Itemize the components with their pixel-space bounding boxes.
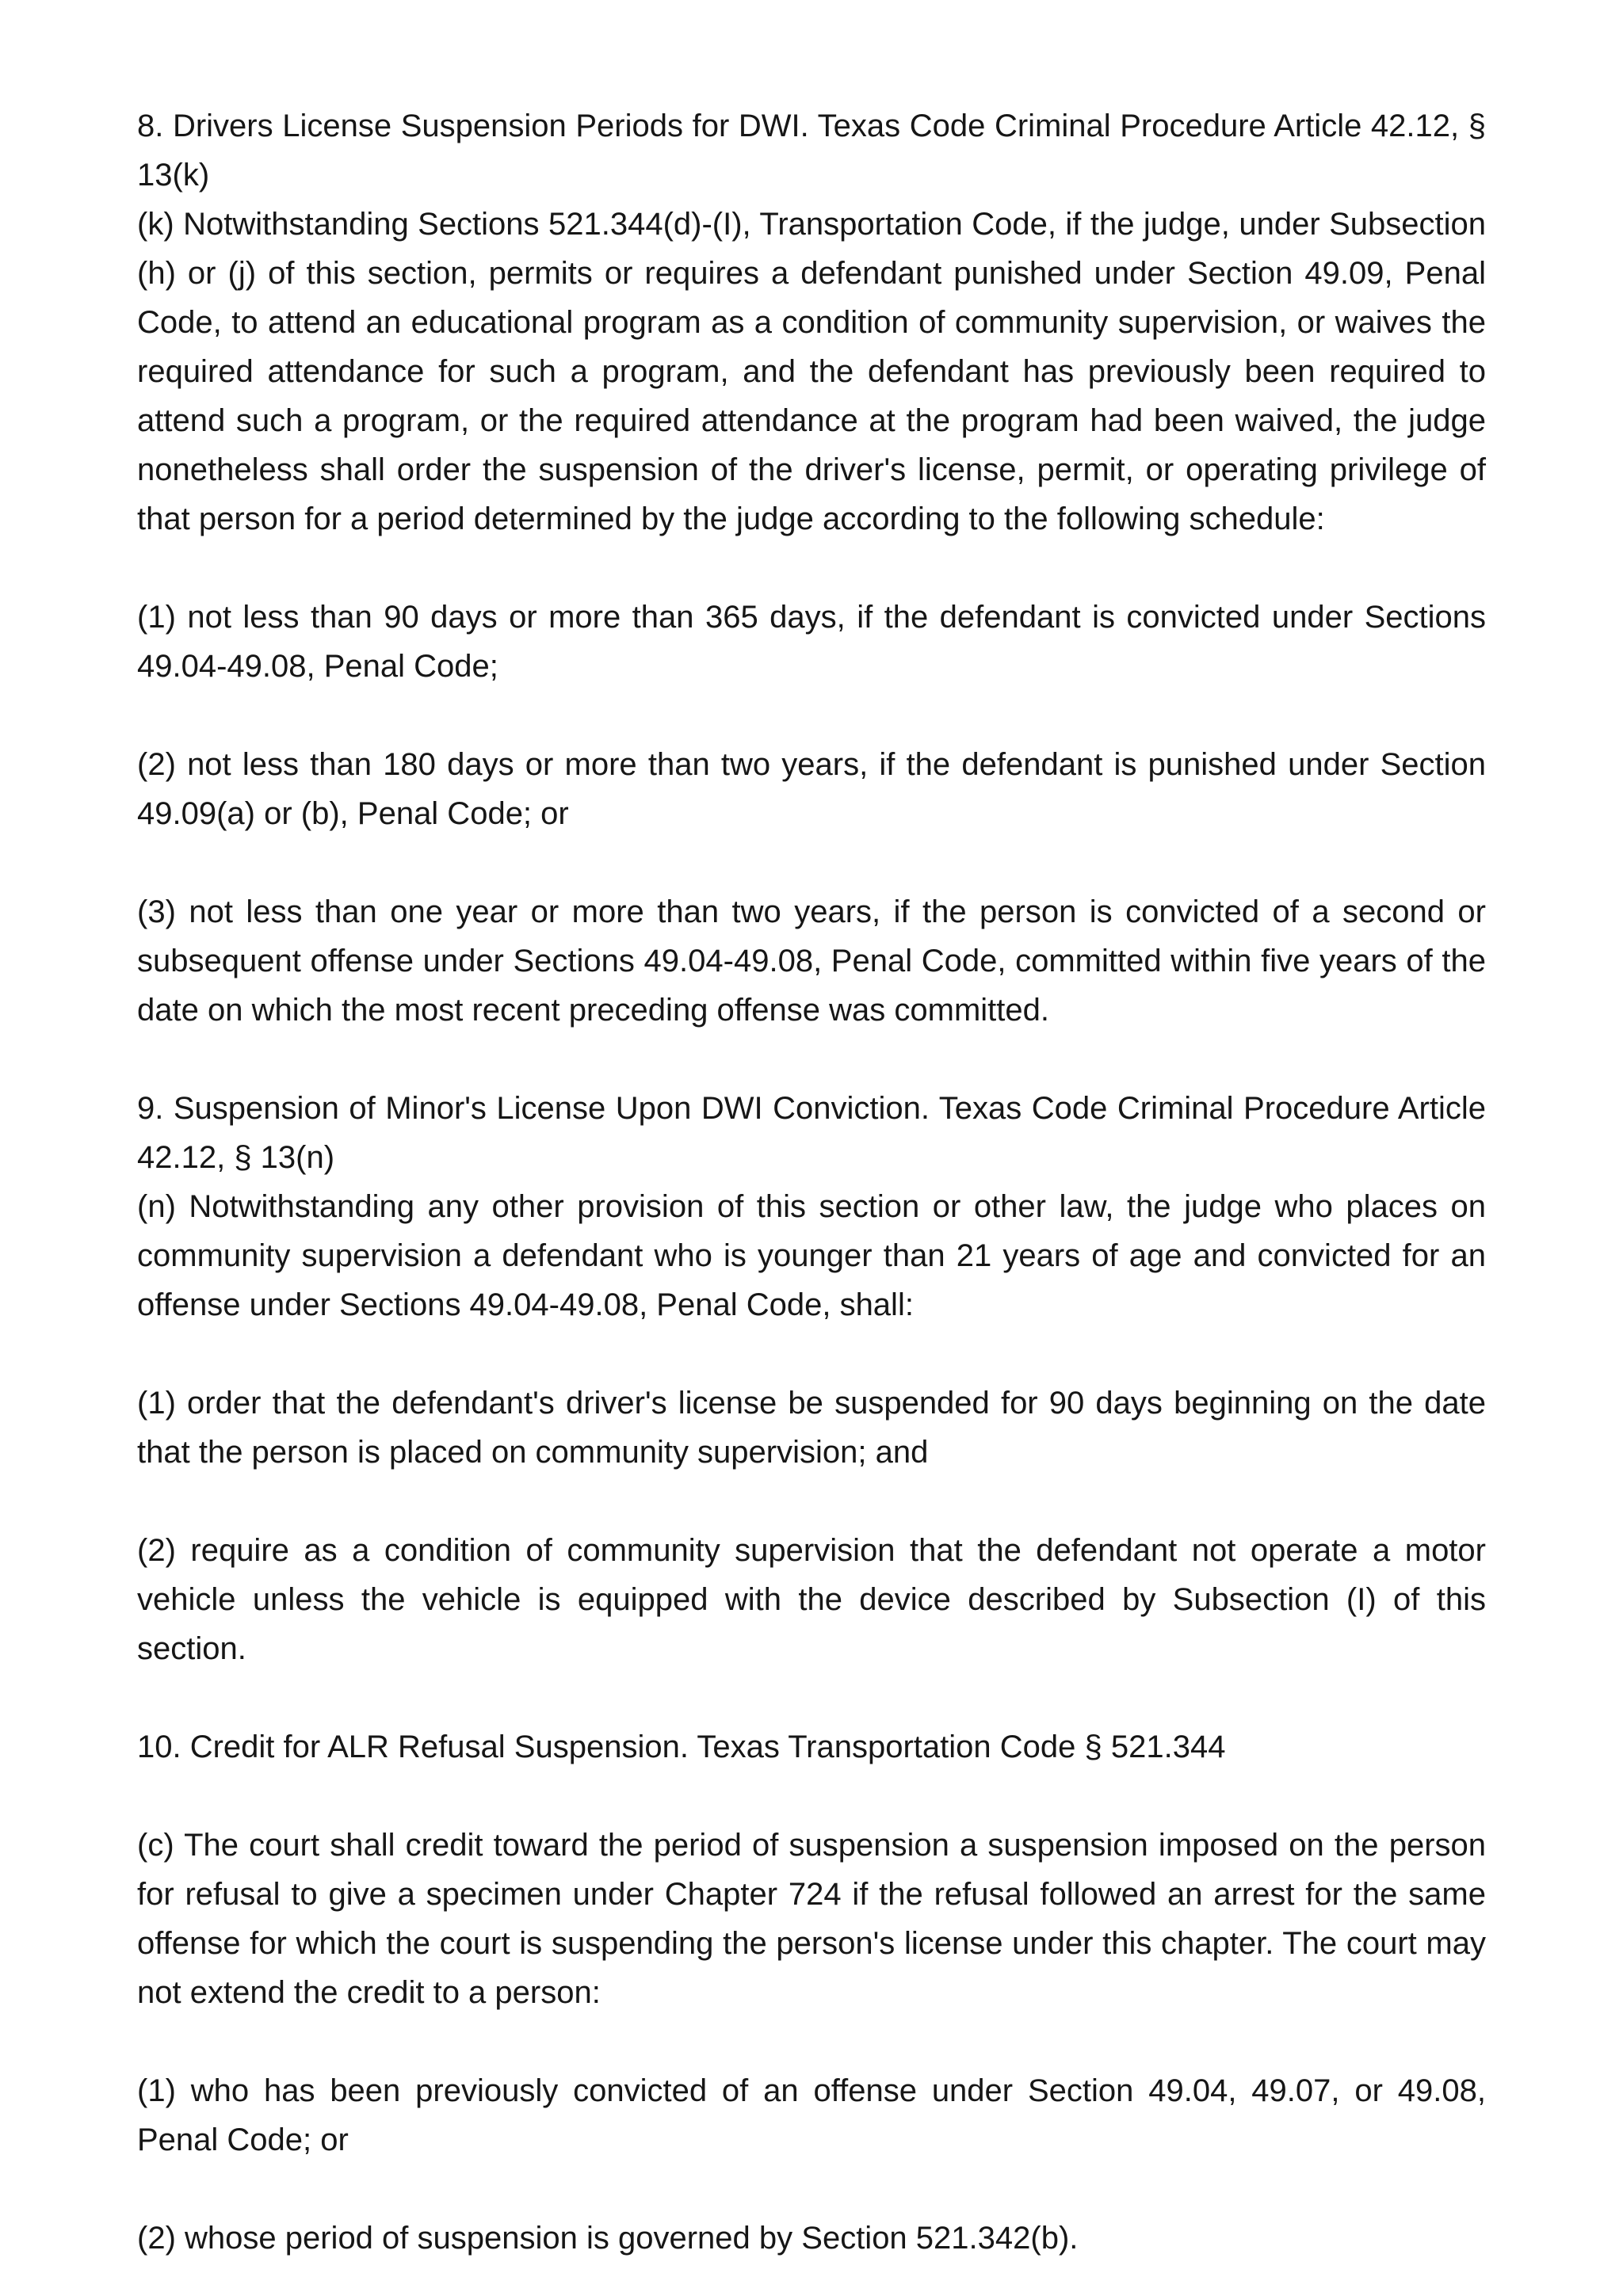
section-10-item-2: (2) whose period of suspension is governed by Section 521.342(b). [137, 2221, 1079, 2256]
section-8-item-2: (2) not less than 180 days or more than two years, if the defendant is punished under Section 49.09(a) or (b), Penal Code; or [137, 747, 1486, 831]
section-9-item-1: (1) order that the defendant's driver's license be suspended for 90 days beginning on the date that the person is placed on community supervision; and [137, 1386, 1486, 1470]
section-10-heading: 10. Credit for ALR Refusal Suspension. Texas Transportation Code § 521.344 [137, 1730, 1226, 1764]
section-8-item-3: (3) not less than one year or more than two years, if the person is convicted of a second or subsequent offense under Sections 49.04-49.08, Penal Code, committed within five years of the date on which the most recent preceding offense was committed. [137, 894, 1486, 1028]
section-10-item-1: (1) who has been previously convicted of an offense under Section 49.04, 49.07, or 49.08, Penal Code; or [137, 2073, 1486, 2157]
section-9-heading: 9. Suspension of Minor's License Upon DWI Conviction. Texas Code Criminal Procedure Article 42.12, § 13(n) [137, 1091, 1486, 1175]
section-9-subsection-n: (n) Notwithstanding any other provision of this section or other law, the judge who places on community supervision a defendant who is younger than 21 years of age and convicted for an offense under Sections 49.04-49.08, Penal Code, shall: [137, 1189, 1486, 1322]
section-9-item-2: (2) require as a condition of community supervision that the defendant not operate a motor vehicle unless the vehicle is equipped with the device described by Subsection (I) of this section. [137, 1533, 1486, 1666]
section-8-heading: 8. Drivers License Suspension Periods for DWI. Texas Code Criminal Procedure Article 42.12, § 13(k) [137, 109, 1486, 193]
section-8-subsection-k: (k) Notwithstanding Sections 521.344(d)-(I), Transportation Code, if the judge, under Subsection (h) or (j) of this section, permits or requires a defendant punished under Section 49.09, Penal Code, to attend an educational program as a condition of community supervision, or waives the required attendance for such a program, and the defendant has previously been required to attend such a program, or the required attendance at the program had been waived, the judge nonetheless shall order the suspension of the driver's license, permit, or operating privilege of that person for a period determined by the judge according to the following schedule: [137, 207, 1486, 536]
document-page [137, 101, 1486, 2263]
section-10-subsection-c: (c) The court shall credit toward the period of suspension a suspension imposed on the person for refusal to give a specimen under Chapter 724 if the refusal followed an arrest for the same offense for which the court is suspending the person's license under this chapter. The court may not extend the credit to a person: [137, 1828, 1486, 2010]
section-8-item-1: (1) not less than 90 days or more than 365 days, if the defendant is convicted under Sections 49.04-49.08, Penal Code; [137, 600, 1486, 684]
